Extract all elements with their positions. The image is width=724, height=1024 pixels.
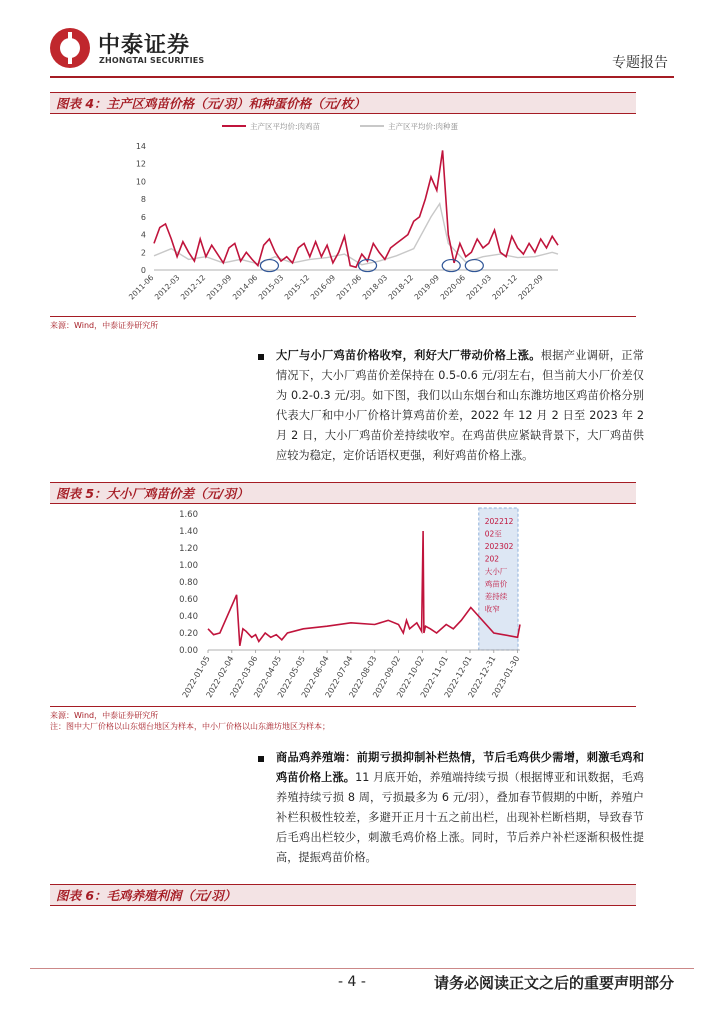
x-tick-label: 2018-12 xyxy=(386,273,416,302)
x-tick-label: 2022-07-04 xyxy=(323,654,355,700)
paragraph-1-lead: 大厂与小厂鸡苗价格收窄，利好大厂带动价格上涨。 xyxy=(276,349,541,362)
y-tick-label: 0.60 xyxy=(179,595,198,605)
figure5-source: 来源：Wind，中泰证券研究所 xyxy=(50,711,159,720)
x-tick-label: 2022-09-02 xyxy=(371,654,403,700)
y-tick-label: 1.00 xyxy=(179,561,198,571)
x-tick-label: 2022-03-06 xyxy=(228,654,260,700)
y-tick-label: 0.00 xyxy=(179,646,198,656)
header-divider xyxy=(50,76,674,78)
y-tick-label: 1.20 xyxy=(179,544,198,554)
figure4-source: 来源：Wind，中泰证券研究所 xyxy=(50,321,159,330)
figure4-title-bar xyxy=(50,92,636,114)
y-tick-label: 14 xyxy=(135,142,146,151)
paragraph-2-body: 11 月底开始，养殖端持续亏损（根据博亚和讯数据，毛鸡养殖持续亏损 8 周，亏损最多为 6 元/羽），叠加春节假期的中断，养殖户补栏积极性较差，多避开正月十五之前出栏，出现补栏断档期，导致春节后毛鸡出栏较少，刺激毛鸡价格上涨。同时，节后养户补栏逐渐积极性提高，提振鸡苗价格。 xyxy=(276,771,644,864)
x-tick-label: 2015-12 xyxy=(282,273,312,302)
x-tick-label: 2022-02-04 xyxy=(204,654,236,700)
x-tick-label: 2018-03 xyxy=(360,273,390,302)
x-tick-label: 2021-12 xyxy=(490,273,520,302)
figure6-title-bar xyxy=(50,884,636,906)
logo-mark-icon xyxy=(50,28,90,68)
x-tick-label: 2021-03 xyxy=(464,273,494,302)
y-tick-label: 0.40 xyxy=(179,612,198,622)
y-tick-label: 0 xyxy=(140,266,146,275)
y-tick-label: 4 xyxy=(140,230,146,240)
highlight-box-label: 202212 xyxy=(484,517,514,526)
x-tick-label: 2015-03 xyxy=(256,273,286,302)
y-tick-label: 10 xyxy=(135,177,146,187)
figure5-note: 注：图中大厂价格以山东烟台地区为样本，中小厂价格以山东潍坊地区为样本； xyxy=(50,722,330,731)
highlight-box-label: 鸡苗价 xyxy=(484,579,508,589)
x-tick-label: 2014-06 xyxy=(230,273,260,302)
x-tick-label: 2022-06-04 xyxy=(299,654,331,700)
y-tick-label: 0.20 xyxy=(179,629,198,639)
y-tick-label: 2 xyxy=(140,248,146,258)
series-line-chick xyxy=(154,150,558,267)
y-tick-label: 1.60 xyxy=(179,510,198,520)
x-tick-label: 2012-03 xyxy=(152,273,182,302)
x-tick-label: 2022-12-01 xyxy=(442,654,474,700)
x-tick-label: 2022-11-01 xyxy=(418,654,450,700)
highlight-box-label: 差持续 xyxy=(484,592,508,601)
report-type-label: 专题报告 xyxy=(612,55,668,71)
series-line-egg xyxy=(154,204,558,265)
x-tick-label: 2022-08-03 xyxy=(347,654,379,700)
figure6-title: 图表 6：毛鸡养殖利润（元/羽） xyxy=(56,888,237,903)
footer-divider xyxy=(30,968,694,969)
series-line-price-spread xyxy=(208,531,520,646)
figure4-bottom-rule xyxy=(50,316,636,317)
bullet-icon xyxy=(258,354,264,360)
x-tick-label: 2022-01-05 xyxy=(180,654,212,700)
y-tick-label: 12 xyxy=(135,159,146,169)
footer-disclaimer: 请务必阅读正文之后的重要声明部分 xyxy=(433,974,674,992)
y-tick-label: 0.80 xyxy=(179,578,198,588)
logo-chinese-name: 中泰证券 xyxy=(98,33,191,58)
highlight-box-label: 202302 xyxy=(484,542,514,551)
figure4-title: 图表 4：主产区鸡苗价格（元/羽）和种蛋价格（元/枚） xyxy=(56,96,366,111)
y-tick-label: 6 xyxy=(140,212,146,222)
page-number: - 4 - xyxy=(338,974,366,990)
highlight-box-label: 202 xyxy=(484,554,500,564)
x-tick-label: 2013-09 xyxy=(204,273,234,302)
legend-label-chick: 主产区平均价:肉鸡苗 xyxy=(250,122,321,131)
x-tick-label: 2023-01-30 xyxy=(490,654,522,700)
figure5-title: 图表 5：大小厂鸡苗价差（元/羽） xyxy=(56,486,249,501)
logo-english-name: ZHONGTAI SECURITIES xyxy=(99,56,205,65)
y-tick-label: 8 xyxy=(140,195,146,205)
figure5-title-bar xyxy=(50,482,636,504)
x-tick-label: 2011-06 xyxy=(126,273,156,302)
paragraph-1 xyxy=(276,346,644,466)
figure5-chart xyxy=(160,506,530,706)
x-tick-label: 2012-12 xyxy=(178,273,208,302)
paragraph-2-lead: 商品鸡养殖端：前期亏损抑制补栏热情，节后毛鸡供少需增，刺激毛鸡和鸡苗价格上涨。 xyxy=(276,751,644,784)
figure5-bottom-rule xyxy=(50,706,636,707)
y-tick-label: 1.40 xyxy=(179,527,198,537)
x-tick-label: 2019-09 xyxy=(412,273,442,302)
figure4-chart xyxy=(110,116,570,322)
company-logo xyxy=(50,26,220,72)
x-tick-label: 2022-10-02 xyxy=(395,654,427,700)
x-tick-label: 2016-09 xyxy=(308,273,338,302)
x-tick-label: 2022-04-05 xyxy=(252,654,284,700)
paragraph-2 xyxy=(276,748,644,868)
x-tick-label: 2017-06 xyxy=(334,273,364,302)
x-tick-label: 2022-09 xyxy=(516,273,545,302)
paragraph-1-body: 根据产业调研，正常情况下，大小厂鸡苗价差保持在 0.5-0.6 元/羽左右，但当前大小厂价差仅为 0.2-0.3 元/羽。如下图，我们以山东烟台和山东潍坊地区鸡苗价格分别代表大厂和中小厂价格计算鸡苗价差，2022 年 12 月 2 日至 2023 年 2 月 2 日，大小厂鸡苗价差持续收窄。在鸡苗供应紧缺背景下，大厂鸡苗供应较为稳定，定价话语权更强，利好鸡苗价格上涨。 xyxy=(276,349,644,462)
bullet-icon xyxy=(258,756,264,762)
legend-label-egg: 主产区平均价:肉种蛋 xyxy=(388,122,459,131)
x-tick-label: 2020-06 xyxy=(438,273,468,302)
highlight-box-label: 收窄 xyxy=(484,604,500,614)
x-tick-label: 2022-12-31 xyxy=(466,654,498,700)
highlight-box-label: 02至 xyxy=(484,529,502,539)
x-tick-label: 2022-05-05 xyxy=(275,654,307,700)
highlight-box-label: 大小厂 xyxy=(484,567,508,576)
